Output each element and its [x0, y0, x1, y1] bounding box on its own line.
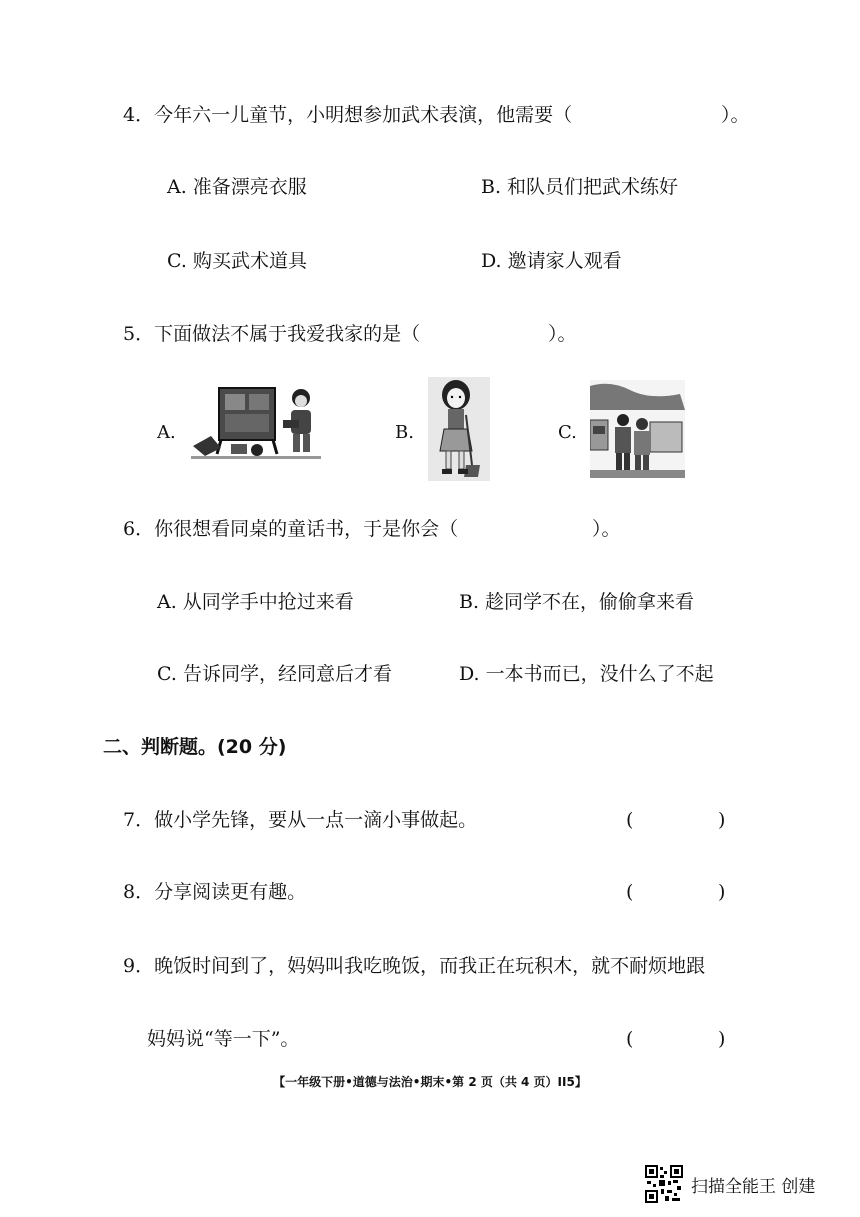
section-2-title: 二、判断题。(20 分) — [103, 736, 287, 758]
family-outdoor-image — [590, 380, 685, 478]
q5-option-c-label: C. — [558, 422, 577, 443]
q6-option-c: C. 告诉同学，经同意后才看 — [157, 663, 392, 685]
q6-stem: 6．你很想看同桌的童话书，于是你会（ — [123, 518, 459, 540]
q4-option-c: C. 购买武术道具 — [167, 250, 307, 272]
q5-close-paren: ）。 — [548, 323, 577, 345]
q7-text: 7．做小学先锋，要从一点一滴小事做起。 — [123, 809, 478, 831]
q4-option-d: D. 邀请家人观看 — [481, 250, 622, 272]
q9-line-1: 9．晚饭时间到了，妈妈叫我吃晚饭，而我正在玩积木，就不耐烦地跟 — [123, 955, 706, 977]
q5-option-b-label: B. — [395, 422, 414, 443]
girl-sweeping-image — [428, 377, 490, 481]
q5-option-a-label: A. — [157, 422, 176, 443]
q9-open-paren: ( — [626, 1028, 634, 1050]
q6-option-a: A. 从同学手中抢过来看 — [157, 591, 354, 613]
scanner-watermark — [645, 1165, 815, 1203]
q8-close-paren: ) — [718, 881, 726, 903]
q5-stem: 5．下面做法不属于我爱我家的是（ — [123, 323, 421, 345]
page-footer: 【一年级下册•道德与法治•期末•第 2 页（共 4 页）II5】 — [273, 1075, 587, 1089]
q6-close-paren: ）。 — [592, 518, 621, 540]
q6-option-d: D. 一本书而已，没什么了不起 — [459, 663, 714, 685]
q7-close-paren: ) — [718, 809, 726, 831]
q8-open-paren: ( — [626, 881, 634, 903]
q6-option-b: B. 趁同学不在，偷偷拿来看 — [459, 591, 695, 613]
q4-close-paren: ）。 — [721, 104, 750, 126]
q4-option-a: A. 准备漂亮衣服 — [167, 176, 307, 198]
q9-close-paren: ) — [718, 1028, 726, 1050]
qr-code-icon — [645, 1165, 683, 1203]
watermark-text: 扫描全能王 创建 — [691, 1176, 816, 1197]
q4-option-b: B. 和队员们把武术练好 — [481, 176, 679, 198]
boy-repairing-tv-image — [191, 384, 321, 462]
q9-line-2: 妈妈说“等一下”。 — [147, 1028, 300, 1050]
q7-open-paren: ( — [626, 809, 634, 831]
q8-text: 8．分享阅读更有趣。 — [123, 881, 307, 903]
q4-stem: 4．今年六一儿童节，小明想参加武术表演，他需要（ — [123, 104, 573, 126]
